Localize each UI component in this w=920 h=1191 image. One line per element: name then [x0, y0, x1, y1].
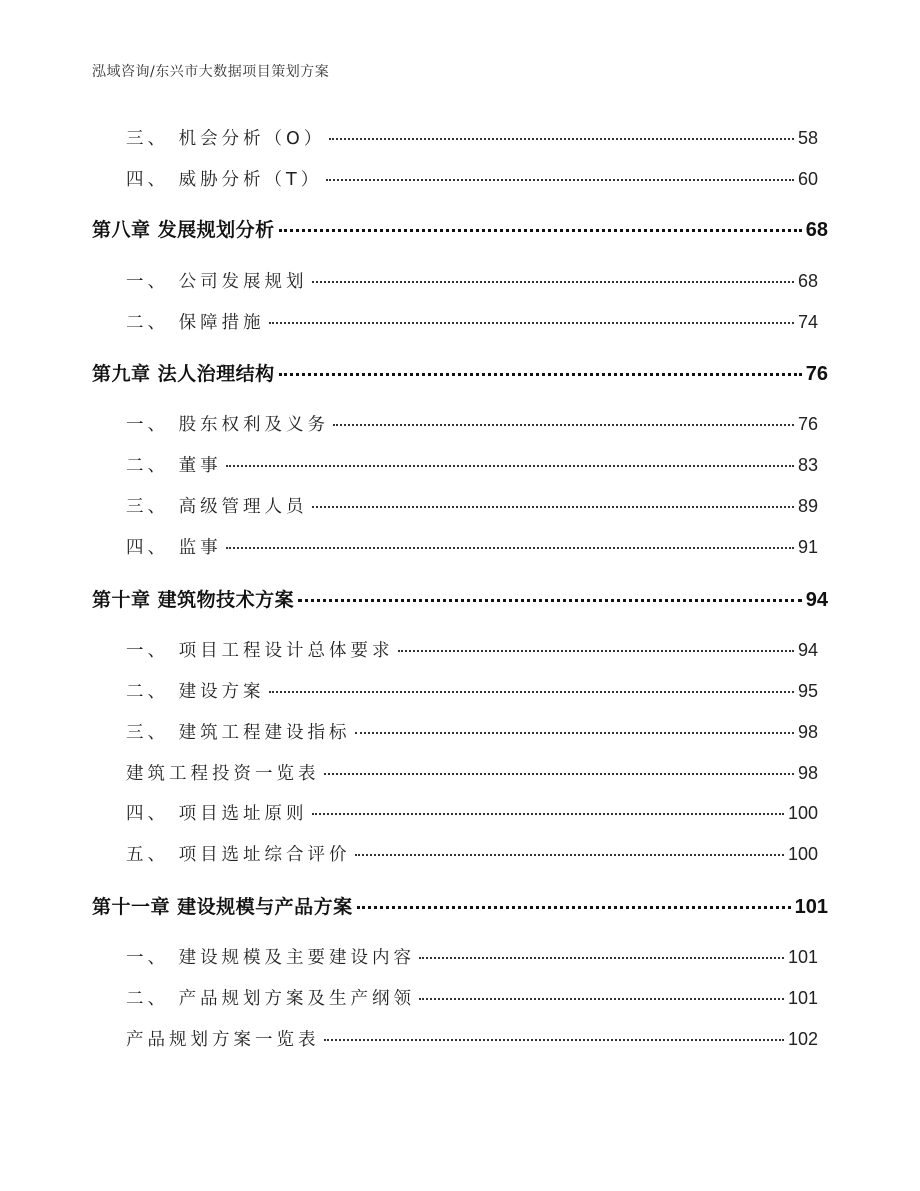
- toc-entry[interactable]: [126, 452, 818, 477]
- toc-chapter-label: 第十章 建筑物技术方案: [92, 589, 295, 611]
- toc-entry-page: 101: [787, 988, 818, 1008]
- toc-entry[interactable]: [126, 719, 818, 744]
- toc-entry[interactable]: [126, 125, 818, 150]
- toc-entry-label: 四、 项目选址原则: [126, 804, 308, 824]
- toc-entry-label: 二、 建设方案: [126, 682, 265, 702]
- toc-entry-page: 91: [797, 537, 818, 557]
- toc-entry-label: 四、 威胁分析（T）: [126, 170, 323, 190]
- toc-entry-page: 83: [797, 455, 818, 475]
- toc-entry[interactable]: [126, 985, 818, 1010]
- toc-chapter-label: 第八章 发展规划分析: [92, 219, 275, 241]
- toc-entry-label: 二、 保障措施: [126, 313, 265, 333]
- dot-leader: [279, 373, 802, 376]
- toc-entry[interactable]: [126, 637, 818, 662]
- dot-leader: [419, 998, 784, 1000]
- dot-leader: [312, 506, 794, 508]
- dot-leader: [324, 1039, 784, 1041]
- toc-chapter-page: 101: [794, 896, 828, 918]
- toc-entry-page: 74: [797, 312, 818, 332]
- dot-leader: [312, 813, 784, 815]
- toc-entry-label: 三、 建筑工程建设指标: [126, 723, 351, 743]
- dot-leader: [298, 599, 802, 602]
- toc-entry-label: 三、 机会分析（O）: [126, 129, 326, 149]
- toc-entry-label: 二、 董事: [126, 456, 222, 476]
- toc-entry[interactable]: [126, 760, 818, 785]
- toc-entry-page: 98: [797, 763, 818, 783]
- toc-entry-page: 60: [797, 169, 818, 189]
- toc-entry-label: 三、 高级管理人员: [126, 497, 308, 517]
- dot-leader: [357, 906, 791, 909]
- dot-leader: [326, 179, 794, 181]
- toc-entry-label: 一、 项目工程设计总体要求: [126, 641, 394, 661]
- toc-entry[interactable]: [126, 166, 818, 191]
- dot-leader: [355, 732, 794, 734]
- toc-entry-page: 102: [787, 1029, 818, 1049]
- toc-entry-page: 95: [797, 681, 818, 701]
- toc-chapter[interactable]: [92, 215, 828, 242]
- toc-entry-label: 一、 公司发展规划: [126, 272, 308, 292]
- dot-leader: [355, 854, 784, 856]
- toc-entry[interactable]: [126, 411, 818, 436]
- toc-chapter-page: 76: [805, 363, 828, 385]
- toc-entry[interactable]: [126, 534, 818, 559]
- toc-entry-page: 101: [787, 947, 818, 967]
- toc-entry[interactable]: [126, 678, 818, 703]
- dot-leader: [269, 322, 794, 324]
- dot-leader: [333, 424, 794, 426]
- toc-entry[interactable]: [126, 944, 818, 969]
- dot-leader: [279, 229, 802, 232]
- toc-chapter-label: 第九章 法人治理结构: [92, 363, 275, 385]
- toc-entry-label: 一、 建设规模及主要建设内容: [126, 948, 416, 968]
- toc-entry-page: 98: [797, 722, 818, 742]
- toc-entry-page: 100: [787, 844, 818, 864]
- toc-chapter[interactable]: [92, 585, 828, 612]
- toc-entry-label: 二、 产品规划方案及生产纲领: [126, 989, 416, 1009]
- toc-chapter-label: 第十一章 建设规模与产品方案: [92, 896, 353, 918]
- dot-leader: [269, 691, 794, 693]
- toc-entry-page: 58: [797, 128, 818, 148]
- dot-leader: [419, 957, 784, 959]
- toc-entry-page: 76: [797, 414, 818, 434]
- dot-leader: [398, 650, 794, 652]
- running-header: 泓域咨询/东兴市大数据项目策划方案: [92, 64, 330, 80]
- toc-chapter-page: 68: [805, 219, 828, 241]
- toc-entry-page: 94: [797, 640, 818, 660]
- toc-entry[interactable]: [126, 800, 818, 825]
- toc-chapter-page: 94: [805, 589, 828, 611]
- toc-entry[interactable]: [126, 493, 818, 518]
- toc-entry[interactable]: [126, 309, 818, 334]
- toc-entry[interactable]: [126, 841, 818, 866]
- toc-entry-label: 四、 监事: [126, 538, 222, 558]
- dot-leader: [329, 138, 794, 140]
- dot-leader: [226, 465, 794, 467]
- toc-entry-page: 89: [797, 496, 818, 516]
- toc-entry-label: 建筑工程投资一览表: [126, 764, 320, 784]
- toc-entry[interactable]: [126, 1026, 818, 1051]
- toc-entry-page: 100: [787, 803, 818, 823]
- toc-chapter[interactable]: [92, 359, 828, 386]
- toc-entry-page: 68: [797, 271, 818, 291]
- toc-entry-label: 五、 项目选址综合评价: [126, 845, 351, 865]
- dot-leader: [324, 773, 794, 775]
- dot-leader: [312, 281, 794, 283]
- dot-leader: [226, 547, 794, 549]
- toc-chapter[interactable]: [92, 892, 828, 919]
- toc-entry[interactable]: [126, 268, 818, 293]
- toc-entry-label: 一、 股东权利及义务: [126, 415, 330, 435]
- toc-entry-label: 产品规划方案一览表: [126, 1030, 320, 1050]
